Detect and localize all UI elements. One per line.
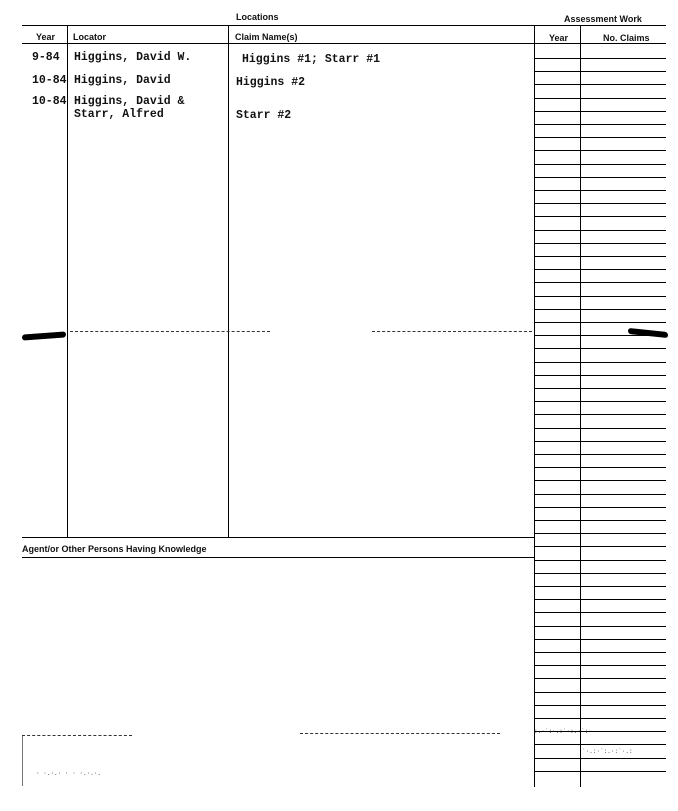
entry-claim: Higgins #2 [236, 76, 306, 89]
assessment-row-rule [534, 137, 666, 138]
assessment-row-rule [534, 164, 666, 165]
left-edge-mark [22, 736, 23, 786]
assessment-row-rule [534, 348, 666, 349]
assessment-row-rule [534, 599, 666, 600]
assessment-row-rule [534, 98, 666, 99]
assessment-row-rule [534, 758, 666, 759]
year-column-divider [67, 25, 68, 537]
col-locator-header: Locator [73, 32, 107, 42]
assessment-row-rule [534, 612, 666, 613]
assessment-row-rule [534, 480, 666, 481]
left-fold-mark [22, 331, 66, 340]
assessment-row-rule [534, 177, 666, 178]
assessment-row-rule [534, 388, 666, 389]
locator-column-divider [228, 25, 229, 537]
entry-locator: Higgins, David [74, 74, 171, 87]
assessment-row-rule [534, 454, 666, 455]
assessment-row-rule [534, 665, 666, 666]
assessment-row-rule [534, 362, 666, 363]
assessment-row-rule [534, 84, 666, 85]
assessment-row-rule [534, 296, 666, 297]
assessment-row-rule [534, 705, 666, 706]
assessment-year-divider [580, 25, 581, 787]
assessment-row-rule [534, 467, 666, 468]
fold-crease [372, 331, 532, 332]
entry-locator: Higgins, David & Starr, Alfred [74, 95, 185, 121]
assessment-row-rule [534, 335, 666, 336]
assessment-row-rule [534, 230, 666, 231]
fold-crease [70, 331, 270, 332]
assessment-row-rule [534, 494, 666, 495]
assessment-row-rule [534, 520, 666, 521]
assessment-row-rule [534, 243, 666, 244]
assessment-row-rule [534, 652, 666, 653]
assessment-row-rule [534, 626, 666, 627]
assessment-row-rule [534, 731, 666, 732]
assessment-left-border [534, 25, 535, 787]
assessment-row-rule [534, 71, 666, 72]
assessment-row-rule [534, 309, 666, 310]
header-top-rule [22, 25, 666, 26]
assessment-row-rule [534, 573, 666, 574]
assessment-row-rule [534, 216, 666, 217]
right-fold-mark [628, 328, 668, 338]
col-year-header: Year [36, 32, 56, 42]
assessment-row-rule [534, 124, 666, 125]
assessment-row-rule [534, 560, 666, 561]
col-aw-year-header: Year [549, 33, 569, 43]
col-aw-claims-header: No. Claims [603, 33, 650, 43]
locations-header: Locations [236, 12, 279, 22]
agent-label: Agent/or Other Persons Having Knowledge [22, 544, 207, 554]
assessment-work-header: Assessment Work [564, 14, 642, 24]
col-claim-names-header: Claim Name(s) [235, 32, 298, 42]
scan-noise: ˙·.:·˙:.·:˙·.: [582, 748, 633, 755]
header-bottom-rule [22, 43, 666, 44]
assessment-row-rule [534, 586, 666, 587]
locations-bottom-rule [22, 537, 534, 538]
assessment-row-rule [534, 744, 666, 745]
assessment-row-rule [534, 678, 666, 679]
assessment-row-rule [534, 441, 666, 442]
assessment-row-rule [534, 203, 666, 204]
entry-year: 10-84 [32, 74, 67, 87]
assessment-row-rule [534, 150, 666, 151]
assessment-row-rule [534, 58, 666, 59]
assessment-row-rule [534, 375, 666, 376]
entry-claim: Higgins #1; Starr #1 [242, 53, 381, 66]
assessment-row-rule [534, 718, 666, 719]
assessment-row-rule [534, 269, 666, 270]
assessment-row-rule [534, 401, 666, 402]
agent-rule [22, 557, 534, 558]
assessment-row-rule [534, 256, 666, 257]
assessment-row-rule [534, 190, 666, 191]
assessment-row-rule [534, 282, 666, 283]
assessment-row-rule [534, 322, 666, 323]
assessment-row-rule [534, 428, 666, 429]
bottom-crease [300, 733, 500, 734]
assessment-row-rule [534, 546, 666, 547]
bottom-crease [22, 735, 132, 736]
scan-noise: · ·.·.· · · ·.·.·. [36, 770, 102, 777]
assessment-row-rule [534, 692, 666, 693]
assessment-row-rule [534, 414, 666, 415]
entry-year: 10-84 [32, 95, 67, 108]
assessment-row-rule [534, 771, 666, 772]
entry-locator: Higgins, David W. [74, 51, 192, 64]
entry-claim: Starr #2 [236, 109, 292, 122]
assessment-row-rule [534, 507, 666, 508]
assessment-row-rule [534, 533, 666, 534]
assessment-row-rule [534, 111, 666, 112]
entry-year: 9-84 [32, 51, 60, 64]
assessment-row-rule [534, 639, 666, 640]
